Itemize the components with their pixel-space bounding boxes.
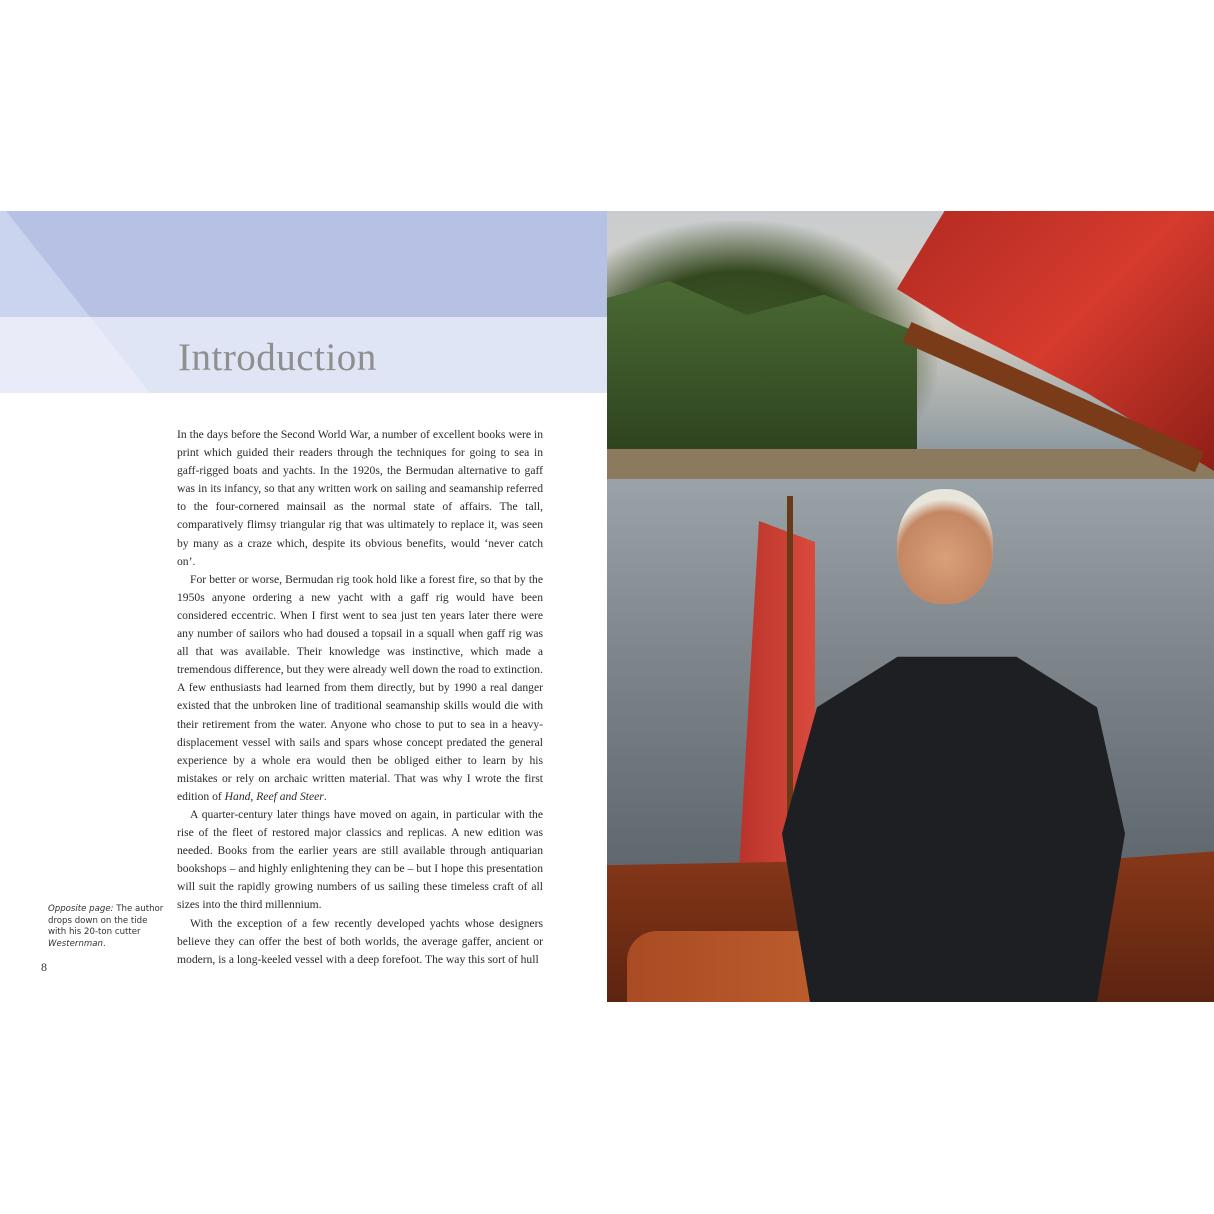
header-band-top: [0, 211, 607, 317]
author-head: [897, 489, 993, 604]
photo-caption: [48, 904, 168, 950]
left-page: [0, 211, 607, 1002]
page-number: 8: [41, 960, 47, 974]
paragraph-text: For better or worse, Bermudan rig took hold like a forest fire, so that by the 1950s anyone ordering a new yacht with a gaff rig would have been considered eccentric. When I first went to sea just ten years later there were any number of sailors who had doused a topsail in a squall when gaff rig was all that was available. Their knowledge was instinctive, which made a tremendous difference, but they were already well down the road to extinction. A few enthusiasts had learned from them directly, but by 1990 a real danger existed that the unbroken line of traditional seamanship skills would die with their retirement from the water. Anyone who chose to put to sea in a heavy-displacement vessel with sails and spars whose concept predated the general experience by a whole era would then be obliged either to learn by his mistakes or rely on archaic written material. That was why I wrote the first edition of: [177, 572, 543, 803]
punctuation: .: [323, 789, 327, 803]
paragraph: A quarter-century later things have moved on again, in particular with the rise of the fleet of restored major classics and replicas. A new edition was needed. Books from the earlier years are still available through antiquarian bookshops – and highly enlightening they can be – but I hope this presentation will suit the rapidly growing numbers of us sailing these timeless craft of all sizes into the third millennium.: [177, 807, 543, 912]
book-title: Hand, Reef and Steer: [224, 789, 324, 803]
paragraph: In the days before the Second World War, a number of excellent books were in print which guided their readers through the techniques for going to sea in gaff-rigged boats and yachts. In the 1920s, the Bermudan alternative to gaff was in its infancy, so that any written work on sailing and seamanship referred to the four-cornered mainsail as the normal state of affairs. The tall, comparatively flimsy triangular rig that was ultimately to replace it, was seen by many as a craze which, despite its obvious benefits, would ‘never catch on’.: [177, 428, 543, 568]
punctuation: .: [102, 938, 106, 949]
paragraph: [177, 571, 543, 806]
chapter-title: Introduction: [178, 336, 377, 379]
book-spread: [0, 211, 1214, 1002]
body-text: [177, 426, 543, 969]
boat-name: Westernman: [48, 938, 103, 949]
caption-text: The author drops down on the tide with his 20-ton cutter: [48, 904, 164, 937]
caption-label: Opposite page:: [48, 904, 114, 914]
paragraph: With the exception of a few recently developed yachts whose designers believe they can offer the best of both worlds, the average gaffer, ancient or modern, is a long-keeled vessel with a deep forefoot. The way this sort of hull: [177, 916, 543, 966]
shoreline: [607, 449, 1214, 479]
author-photo: [607, 211, 1214, 1002]
